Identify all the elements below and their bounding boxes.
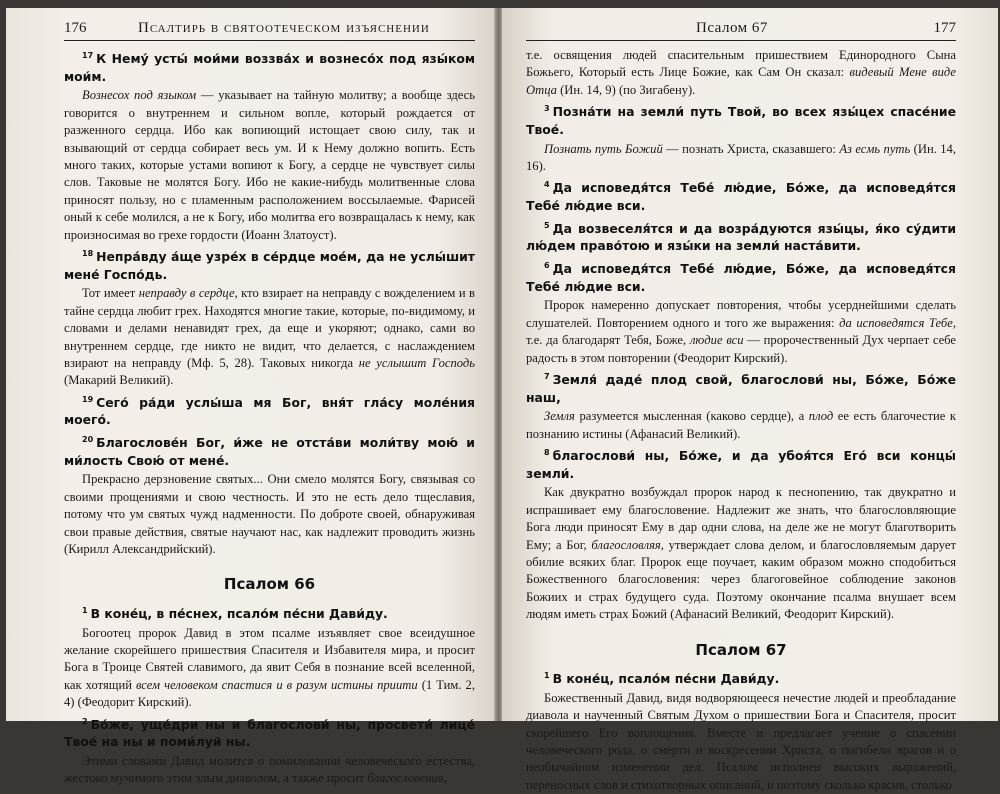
verse-text: В коне́ц, в пе́снех, псало́м пе́сни Дави́ду. xyxy=(90,605,388,621)
paragraph-text: Прекрасно дерзновение святых... Они смело молятся Богу, связывая со своими прощениями и свою честность. И это не есть дело тщеславия, потому что ум святых чужд надменности. По доброте своей, обнаруживая свои правые действия, святые научают нас, как надлежит проводить жизнь (Кирилл Александрийский). xyxy=(64,472,475,556)
commentary-paragraph xyxy=(64,87,475,244)
left-running-head xyxy=(64,18,475,40)
italic-quote: людие вси xyxy=(689,333,744,348)
italic-quote: Аз есмь путь xyxy=(839,141,911,156)
right-header-rule xyxy=(526,40,956,41)
psalm-heading: Псалом 67 xyxy=(695,640,787,659)
commentary-paragraph xyxy=(526,484,956,623)
commentary-paragraph xyxy=(526,690,956,794)
right-page-number: 177 xyxy=(933,20,956,36)
commentary-paragraph xyxy=(64,471,475,558)
left-running-title: Псалтирь в святоотеческом изъяснении xyxy=(138,20,430,36)
verse-7 xyxy=(526,368,956,406)
verse-18 xyxy=(64,245,475,283)
paragraph-text: , xyxy=(443,771,447,786)
commentary-paragraph xyxy=(526,47,956,99)
verse-4 xyxy=(526,176,956,214)
italic-quote: неправду в сердце xyxy=(138,286,235,301)
verse-1 xyxy=(526,667,956,688)
paragraph-text: , утверждает слова делом, и благословляемым дарует обилие всяких благ. Пророк еще поучает, каким образом можно сподобиться Божественного благословения: через благоговейное соблюдение законов Божиих и страх будущего суда. Поэтому окончание псалма внушает всем людям иметь страх Божий (Афанасий Великий, Феодорит Кирский). xyxy=(526,537,957,622)
verse-text: благослови́ ны, Бо́же, и да убоя́тся Его́ вси концы́ земли́. xyxy=(526,448,956,481)
verse-number: 5 xyxy=(544,220,550,230)
verse-text: Сего́ ра́ди услы́ша мя Бог, вня́т гла́су моле́ния моего́. xyxy=(64,394,475,428)
paragraph-text: Этими словами Давид молится о помиловании человеческого естества, жестоко мучимого этим злым диаволом, а также просит xyxy=(64,753,475,786)
italic-quote: видевый Мене виде Отца xyxy=(526,65,956,97)
italic-quote: Земля xyxy=(544,409,575,424)
italic-quote: Вознесох под языком xyxy=(82,88,197,103)
verse-number: 4 xyxy=(544,180,550,190)
paragraph-text: Пророк намеренно допускает повторения, чтобы усерднейшими сделать слушателей. Повторением одного и того же выражения: xyxy=(526,298,956,330)
left-header-rule xyxy=(64,40,475,41)
verse-text: Да исповедя́тся Тебе́ лю́дие, Бо́же, да исповедя́тся Тебе́ лю́дие вси. xyxy=(526,180,956,214)
paragraph-text: , т.е. да благодарят Тебя, Боже, xyxy=(526,315,956,348)
verse-text: Да возвеселя́тся и да возра́дуются язы́цы, я́ко су́дити лю́дем право́тою и язы́ки на земли́ наста́вити. xyxy=(526,220,956,254)
paragraph-text: (Макарий Великий). xyxy=(64,373,174,388)
verse-text: Позна́ти на земли́ путь Твой, во всех язы́цех спасе́ние Твое́. xyxy=(526,104,956,137)
paragraph-text: Божественный Давид, видя водворяющееся нечестие людей и преобладание диавола и наученный Святым Духом о пришествии Бога и Спасителя, просит скорейшего Его воплощения. Вместе и предлагает учение о спасении человеческого рода, о смерти и воскресении Христа, о погибели врагов и о необычайном изменении дел. Псалом исполнен высоких выражений, переносных слов и стихотворных описаний, и поэтому сколько красив, столько xyxy=(526,690,956,792)
verse-number: 20 xyxy=(82,435,94,445)
paragraph-text: Как двукратно возбуждал пророк народ к песнопению, так двукратно и испрашивает ему благословение. Надлежит же знать, что благословляющие Бога люди приносят Ему в дар одни слова, на деле же не могут благотворить Ему; а Бог, xyxy=(526,485,956,552)
verse-number: 3 xyxy=(544,104,550,114)
verse-text: В коне́ц, псало́м пе́сни Дави́ду. xyxy=(552,671,780,687)
right-running-title: Псалом 67 xyxy=(696,20,768,36)
paragraph-text: (Ин. 14, 9) (по Зигабену). xyxy=(556,82,696,97)
commentary-paragraph xyxy=(64,285,475,389)
verse-3 xyxy=(526,100,956,138)
paragraph-text: — указывает на тайную молитву; а вообще здесь говорится о внутреннем и сильном вопле, который рождается от разженного сердца. Ибо как вопиющий истощает свою силу, так и взывающий от сердца собирает весь ум. И к Нему должно вопить. Есть много таких, которые устами вопиют к Богу, а сердце не чувствует силы слов. Таковые не молятся Богу. Ибо не какие-нибудь молитвенные слова приносят пользу, но с пламенным расположением воссылаемые. Фарисей оный к себе молился, а не к Богу, ибо молитва его возвращалась к нему, как произносимая во грехе гордости (Иоанн Златоуст). xyxy=(64,88,475,242)
paragraph-text: Богоотец пророк Давид в этом псалме изъявляет свое всеидушное желание скорейшего пришествия Спасителя и Избавителя мира, и просит Бога в Троице Святей славимого, да явит Себя в познание всей вселенной, как хотящий xyxy=(64,625,475,692)
verse-text: Да исповедя́тся Тебе́ лю́дие, Бо́же, да исповедя́тся Тебе́ лю́дие вси. xyxy=(526,261,956,294)
commentary-paragraph xyxy=(64,625,475,712)
verse-text: Земля́ даде́ плод свой, благослови́ ны, Бо́же, Бо́же наш, xyxy=(526,372,956,405)
commentary-paragraph xyxy=(526,297,956,367)
verse-number: 6 xyxy=(544,260,550,270)
left-page xyxy=(6,8,495,786)
paragraph-text: (Ин. 14, 16). xyxy=(526,141,956,173)
italic-quote: Познать путь Божий xyxy=(544,141,663,156)
verse-number: 17 xyxy=(82,51,94,60)
verse-number: 7 xyxy=(544,371,550,381)
right-body xyxy=(526,47,956,794)
verse-text: Непра́вду а́ще узре́х в се́рдце мое́м, да не услы́шит мене́ Госпо́дь. xyxy=(64,249,475,282)
italic-quote: благословляя xyxy=(591,537,661,552)
paragraph-text: — пророчественный Дух черпает себе радость в этом повторении (Феодорит Кирский). xyxy=(526,333,957,365)
verse-number: 2 xyxy=(82,716,88,726)
right-running-head xyxy=(526,18,956,40)
psalm-heading: Псалом 66 xyxy=(223,575,316,594)
left-page-number: 176 xyxy=(64,20,87,36)
verse-2 xyxy=(64,713,475,751)
paragraph-text: — познать Христа, сказавшего: xyxy=(662,141,840,156)
verse-number: 18 xyxy=(82,248,94,258)
verse-8 xyxy=(526,444,956,482)
verse-number: 1 xyxy=(544,671,550,680)
verse-19 xyxy=(64,391,475,429)
verse-17 xyxy=(64,47,475,85)
paragraph-text: , кто взирает на неправду с вожделением и в тайне сердца любит грех. Находятся многие такие, которые, по-видимому, и словами и делами ненавидят грех, да еще и укоряют; однако, сами во внутреннем сердце, где никто не видит, что делается, с наслаждением взирают на неправду (Мф. 5, 28). Таковых никогда xyxy=(64,286,475,370)
paragraph-text: разумеется мысленная (каково сердце), а xyxy=(574,409,809,424)
verse-5 xyxy=(526,217,956,255)
italic-quote: да исповедятся Тебе xyxy=(839,315,953,330)
verse-text: Благослове́н Бог, и́же не отста́ви моли́тву мою́ и ми́лость Свою́ от мене́. xyxy=(64,435,475,468)
verse-text: К Нему́ усты́ мои́ми воззва́х и вознесо́х под язы́ком мои́м. xyxy=(64,51,475,84)
commentary-paragraph xyxy=(526,408,956,443)
paragraph-text: ее есть благочестие к познанию истины (Афанасий Великий). xyxy=(526,409,956,441)
verse-6 xyxy=(526,257,956,295)
verse-1 xyxy=(64,602,475,623)
verse-number: 8 xyxy=(544,448,550,458)
verse-text: Бо́же, уще́дри ны и благослови́ ны, просвети́ лице́ Твое́ на ны и поми́луй ны. xyxy=(64,716,475,750)
right-page xyxy=(502,8,998,792)
verse-number: 1 xyxy=(82,605,88,615)
italic-quote: не услышит Господь xyxy=(358,355,475,370)
verse-20 xyxy=(64,431,475,469)
paragraph-text: (1 Тим. 2, 4) (Феодорит Кирский). xyxy=(64,677,475,710)
paragraph-text: т.е. освящения людей спасительным пришествием Единородного Сына Божьего, Который есть Лице Божие, как Сам Он сказал: xyxy=(526,48,956,80)
italic-quote: всем человеком спастися и в разум истины приити xyxy=(136,677,418,692)
italic-quote: плод xyxy=(808,409,834,424)
commentary-paragraph xyxy=(64,753,475,788)
verse-number: 19 xyxy=(82,394,94,404)
left-body xyxy=(64,47,475,788)
paragraph-text: Тот имеет xyxy=(82,286,139,301)
commentary-paragraph xyxy=(526,141,956,176)
italic-quote: благословения xyxy=(367,771,444,786)
